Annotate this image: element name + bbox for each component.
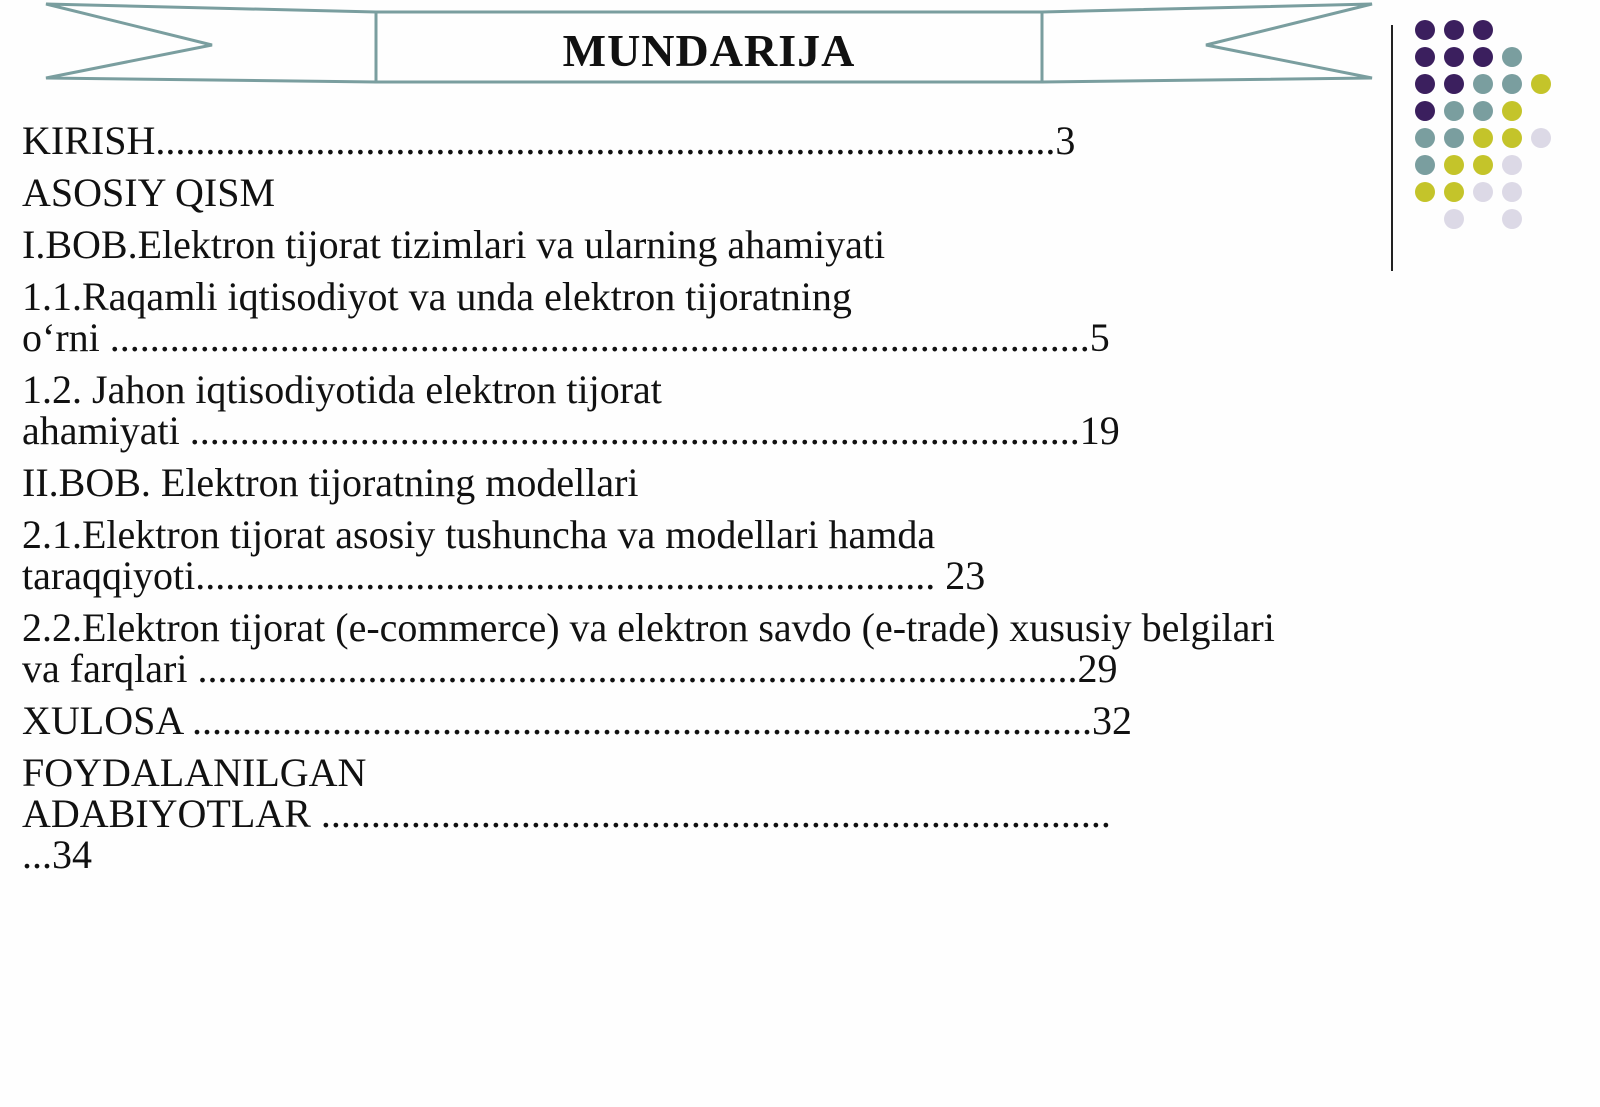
- table-of-contents: [22, 120, 1402, 886]
- dot: [1444, 20, 1464, 40]
- dot: [1415, 20, 1435, 40]
- toc-entry-line: II.BOB. Elektron tijoratning modellari: [22, 460, 639, 505]
- dot: [1415, 101, 1435, 121]
- toc-entry-line: 2.2.Elektron tijorat (e-commerce) va elektron savdo (e-trade) xususiy belgilari: [22, 605, 1275, 650]
- dot: [1502, 155, 1522, 175]
- dot: [1444, 182, 1464, 202]
- toc-entry-line: ahamiyati .........................................................................................19: [22, 408, 1120, 453]
- dot: [1502, 128, 1522, 148]
- toc-entry: [22, 369, 1402, 451]
- dot: [1444, 47, 1464, 67]
- toc-entry-line: XULOSA ..........................................................................................32: [22, 698, 1133, 743]
- toc-entry: [22, 462, 1402, 503]
- dot: [1473, 74, 1493, 94]
- dot: [1415, 47, 1435, 67]
- dot: [1502, 47, 1522, 67]
- decorative-dot-grid: [1415, 20, 1595, 250]
- toc-entry: [22, 752, 1402, 875]
- dot: [1444, 74, 1464, 94]
- toc-entry-line: 2.1.Elektron tijorat asosiy tushuncha va modellari hamda: [22, 512, 936, 557]
- toc-entry: [22, 224, 1402, 265]
- banner-right-tail: [1042, 4, 1372, 82]
- dot: [1415, 182, 1435, 202]
- dot: [1415, 155, 1435, 175]
- dot: [1444, 209, 1464, 229]
- dot: [1473, 128, 1493, 148]
- dot: [1444, 155, 1464, 175]
- dot: [1473, 182, 1493, 202]
- dot: [1502, 182, 1522, 202]
- toc-entry-line: 1.2. Jahon iqtisodiyotida elektron tijorat: [22, 367, 662, 412]
- toc-entry: [22, 172, 1402, 213]
- toc-entry: [22, 607, 1402, 689]
- toc-entry-line: 1.1.Raqamli iqtisodiyot va unda elektron tijoratning: [22, 274, 852, 319]
- toc-entry: [22, 514, 1402, 596]
- dot: [1444, 128, 1464, 148]
- toc-entry-line: FOYDALANILGAN: [22, 750, 367, 795]
- dot: [1502, 209, 1522, 229]
- dot: [1415, 128, 1435, 148]
- dot: [1473, 47, 1493, 67]
- dot: [1502, 74, 1522, 94]
- toc-entry-line: ADABIYOTLAR ...............................................................................: [22, 791, 1111, 836]
- dot: [1444, 101, 1464, 121]
- dot: [1473, 101, 1493, 121]
- dot: [1473, 20, 1493, 40]
- dot: [1502, 101, 1522, 121]
- toc-entry-line: ...34: [22, 832, 92, 877]
- toc-entry: [22, 276, 1402, 358]
- toc-entry-line: KIRISH..........................................................................................3: [22, 118, 1076, 163]
- toc-entry-line: va farqlari ........................................................................................29: [22, 646, 1118, 691]
- toc-entry-line: I.BOB.Elektron tijorat tizimlari va ularning ahamiyati: [22, 222, 886, 267]
- dot: [1531, 74, 1551, 94]
- toc-entry: [22, 700, 1402, 741]
- dot: [1415, 74, 1435, 94]
- toc-entry-line: taraqqiyoti.......................................................................... 23: [22, 553, 986, 598]
- page-title: MUNDARIJA: [562, 25, 856, 76]
- toc-entry-line: ASOSIY QISM: [22, 170, 276, 215]
- toc-entry-line: o‘rni ..................................................................................................5: [22, 315, 1110, 360]
- toc-entry: [22, 120, 1402, 161]
- banner-left-tail: [46, 4, 376, 82]
- dot: [1531, 128, 1551, 148]
- dot: [1473, 155, 1493, 175]
